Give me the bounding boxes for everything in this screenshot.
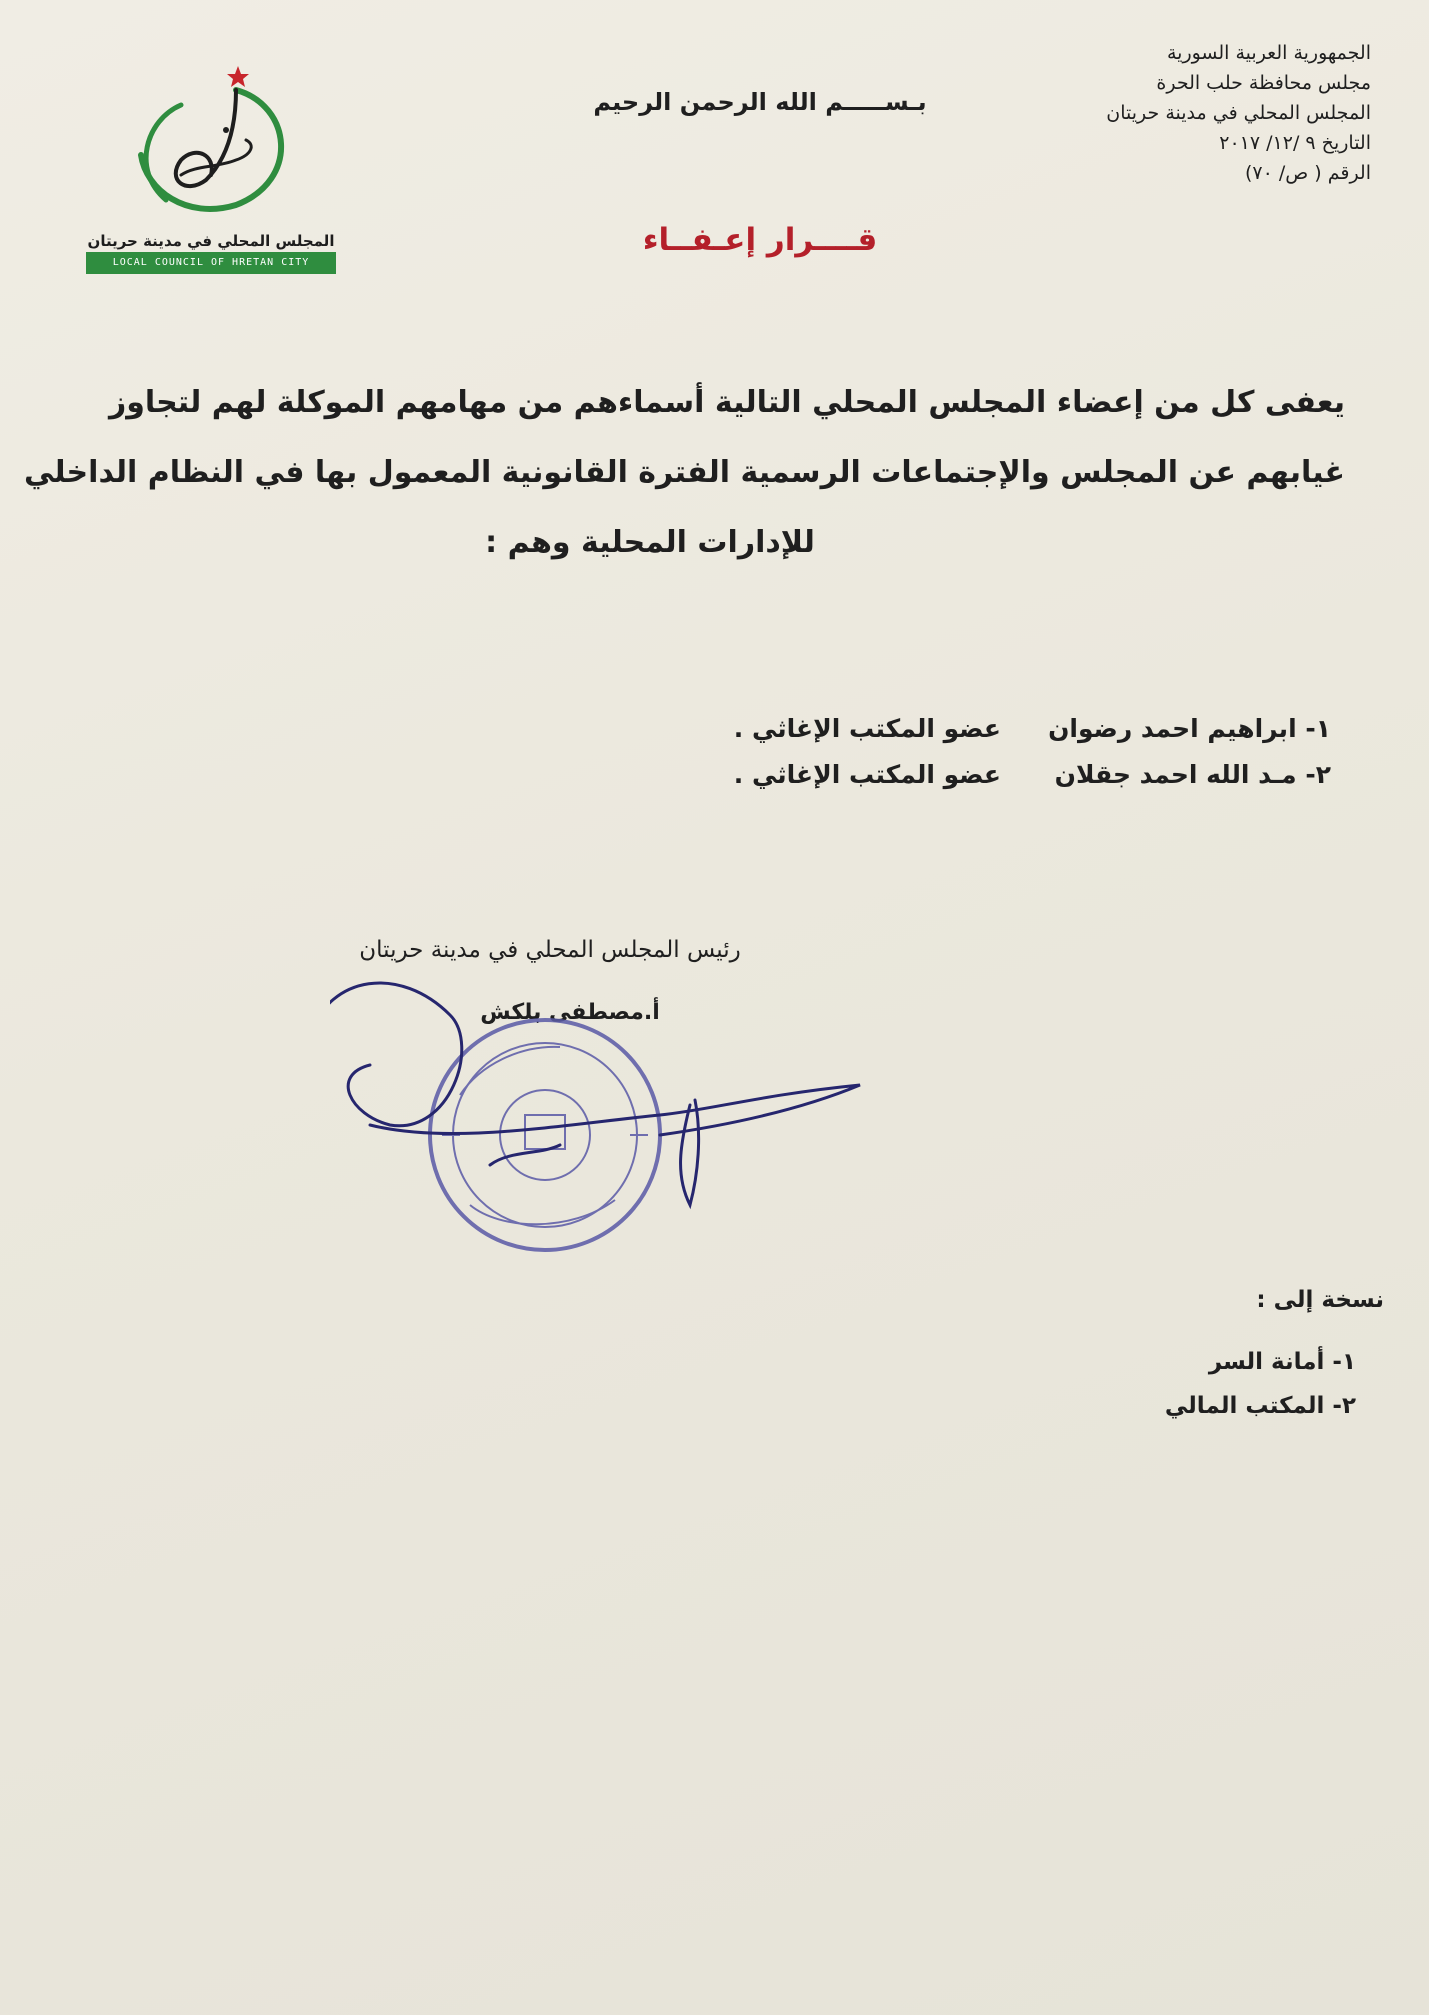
body-line-1: يعفى كل من إعضاء المجلس المحلي التالية أسماءهم من مهامهم الموكلة لهم لتجاوز — [109, 385, 1345, 420]
body-line-3: للإدارات المحلية وهم : — [485, 525, 815, 560]
member-name: ١- ابراهيم احمد رضوان — [1048, 714, 1331, 743]
header-line-number: الرقم ( ص/ ٧٠) — [1244, 162, 1371, 184]
official-stamp-and-signature — [330, 975, 890, 1305]
header-line-country: الجمهورية العربية السورية — [1166, 42, 1371, 64]
body-line-2: غيابهم عن المجلس والإجتماعات الرسمية الفترة القانونية المعمول بها في النظام الداخلي — [23, 455, 1345, 490]
header-line-council: المجلس المحلي في مدينة حريتان — [1106, 102, 1371, 124]
member-role: عضو المكتب الإغاثي . — [733, 760, 1001, 789]
member-name: ٢- مـد الله احمد جقلان — [1054, 760, 1331, 789]
member-row — [551, 752, 1331, 798]
basmala: بـســـــم الله الرحمن الرحيم — [593, 88, 927, 116]
copy-recipient: ١- أمانة السر — [1208, 1349, 1356, 1375]
decision-body — [23, 368, 1345, 578]
signatory-name: أ.مصطفى بلكش — [480, 1000, 660, 1025]
council-stamp-icon — [430, 1020, 660, 1250]
decision-title: قــــرار إعـفــاء — [642, 222, 878, 258]
council-logo — [86, 60, 336, 280]
document-header — [951, 38, 1371, 188]
copies-heading: نسخة إلى : — [1256, 1287, 1384, 1313]
handwritten-signature-icon — [330, 983, 860, 1205]
header-line-date: التاريخ ٩ /١٢/ ٢٠١٧ — [1219, 132, 1371, 154]
member-row — [551, 706, 1331, 752]
member-role: عضو المكتب الإغاثي . — [733, 714, 1001, 743]
header-line-province: مجلس محافظة حلب الحرة — [1156, 72, 1371, 94]
logo-caption-arabic: المجلس المحلي في مدينة حريتان — [87, 232, 335, 250]
logo-emblem-icon — [86, 60, 336, 230]
copies-to — [1004, 1278, 1384, 1428]
signatory-title: رئيس المجلس المحلي في مدينة حريتان — [359, 937, 741, 963]
logo-caption-english: LOCAL COUNCIL OF HRETAN CITY — [86, 252, 336, 274]
member-list — [551, 706, 1331, 798]
copy-recipient: ٢- المكتب المالي — [1164, 1393, 1356, 1419]
